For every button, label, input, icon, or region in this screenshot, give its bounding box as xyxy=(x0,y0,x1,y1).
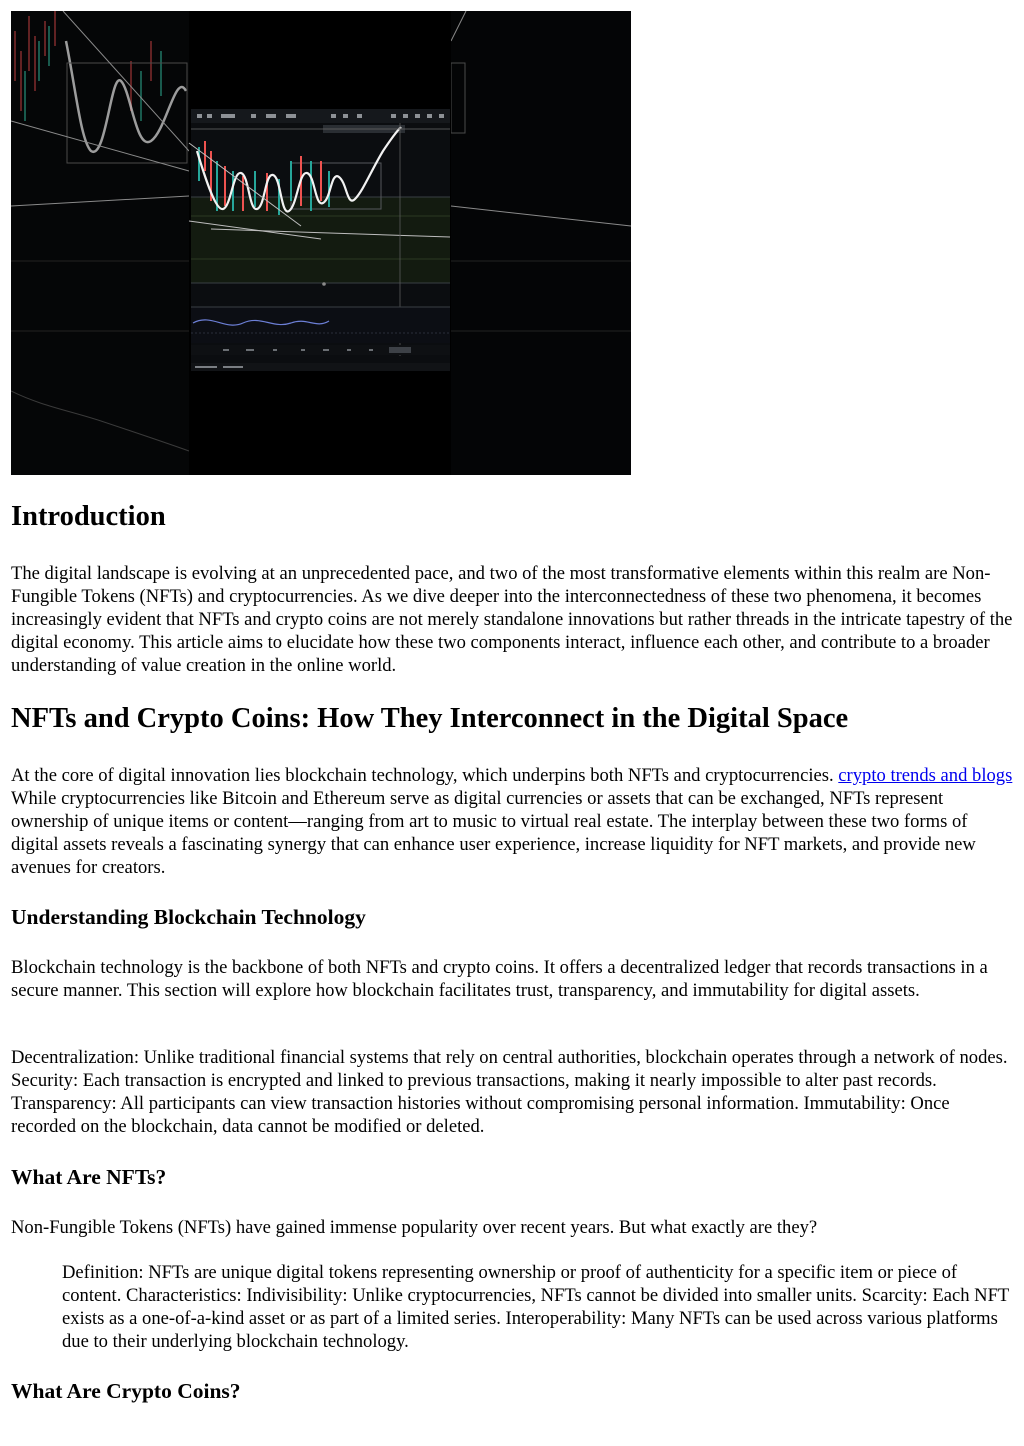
what-are-crypto-heading: What Are Crypto Coins? xyxy=(11,1379,241,1403)
interconnect-text-before-link: At the core of digital innovation lies blockchain technology, which underpins both NFTs and cryptocurrencies. xyxy=(11,765,839,786)
blockchain-paragraph-1: Blockchain technology is the backbone of both NFTs and crypto coins. It offers a decentralized ledger that records transactions in a secure manner. This section will explore how blockchain facilitates trust, transparency, and immutability for digital assets. xyxy=(11,957,988,1001)
article-page xyxy=(11,11,1015,1403)
what-are-nfts-heading: What Are NFTs? xyxy=(11,1165,167,1189)
nft-definition-quote-block xyxy=(11,1261,1015,1353)
introduction-paragraph: The digital landscape is evolving at an unprecedented pace, and two of the most transformative elements within this realm are Non-Fungible Tokens (NFTs) and cryptocurrencies. As we dive deeper into the interconnectedness of these two phenomena, it becomes increasingly evident that NFTs and crypto coins are not merely standalone innovations but rather threads in the intricate tapestry of the digital economy. This article aims to elucidate how these two components interact, influence each other, and contribute to a broader understanding of value creation in the online world. xyxy=(11,563,1013,676)
blockchain-paragraph-2: Decentralization: Unlike traditional financial systems that rely on central authorities, blockchain operates through a network of nodes. Security: Each transaction is encrypted and linked to previous transactions, making it nearly impossible to alter past records. Transparency: All participants can view transaction histories without compromising personal information. Immutability: Once recorded on the blockchain, data cannot be modified or deleted. xyxy=(11,1047,1008,1137)
interconnect-heading: NFTs and Crypto Coins: How They Interconnect in the Digital Space xyxy=(11,703,849,734)
blockchain-heading: Understanding Blockchain Technology xyxy=(11,905,366,929)
interconnect-text-after-link: While cryptocurrencies like Bitcoin and Ethereum serve as digital currencies or assets that can be exchanged, NFTs represent ownership of unique items or content—ranging from art to music to virtual real estate. The interplay between these two forms of digital assets reveals a fascinating synergy that can enhance user experience, increase liquidity for NFT markets, and provide new avenues for creators. xyxy=(11,788,976,878)
crypto-trends-link[interactable]: crypto trends and blogs xyxy=(838,765,1013,786)
nft-definition-text: Definition: NFTs are unique digital tokens representing ownership or proof of authenticity for a specific item or piece of content. Characteristics: Indivisibility: Unlike cryptocurrencies, NFTs cannot be divided into smaller units. Scarcity: Each NFT exists as a one-of-a-kind asset or as part of a limited series. Interoperability: Many NFTs can be used across various platforms due to their underlying blockchain technology. xyxy=(62,1262,1009,1352)
trading-chart-screenshot-icon xyxy=(11,11,631,475)
introduction-heading: Introduction xyxy=(11,501,166,532)
hero-image xyxy=(11,11,631,475)
what-are-nfts-paragraph: Non-Fungible Tokens (NFTs) have gained immense popularity over recent years. But what exactly are they? xyxy=(11,1217,818,1238)
interconnect-paragraph xyxy=(11,764,1015,879)
nft-definition-quote xyxy=(62,1261,1015,1353)
